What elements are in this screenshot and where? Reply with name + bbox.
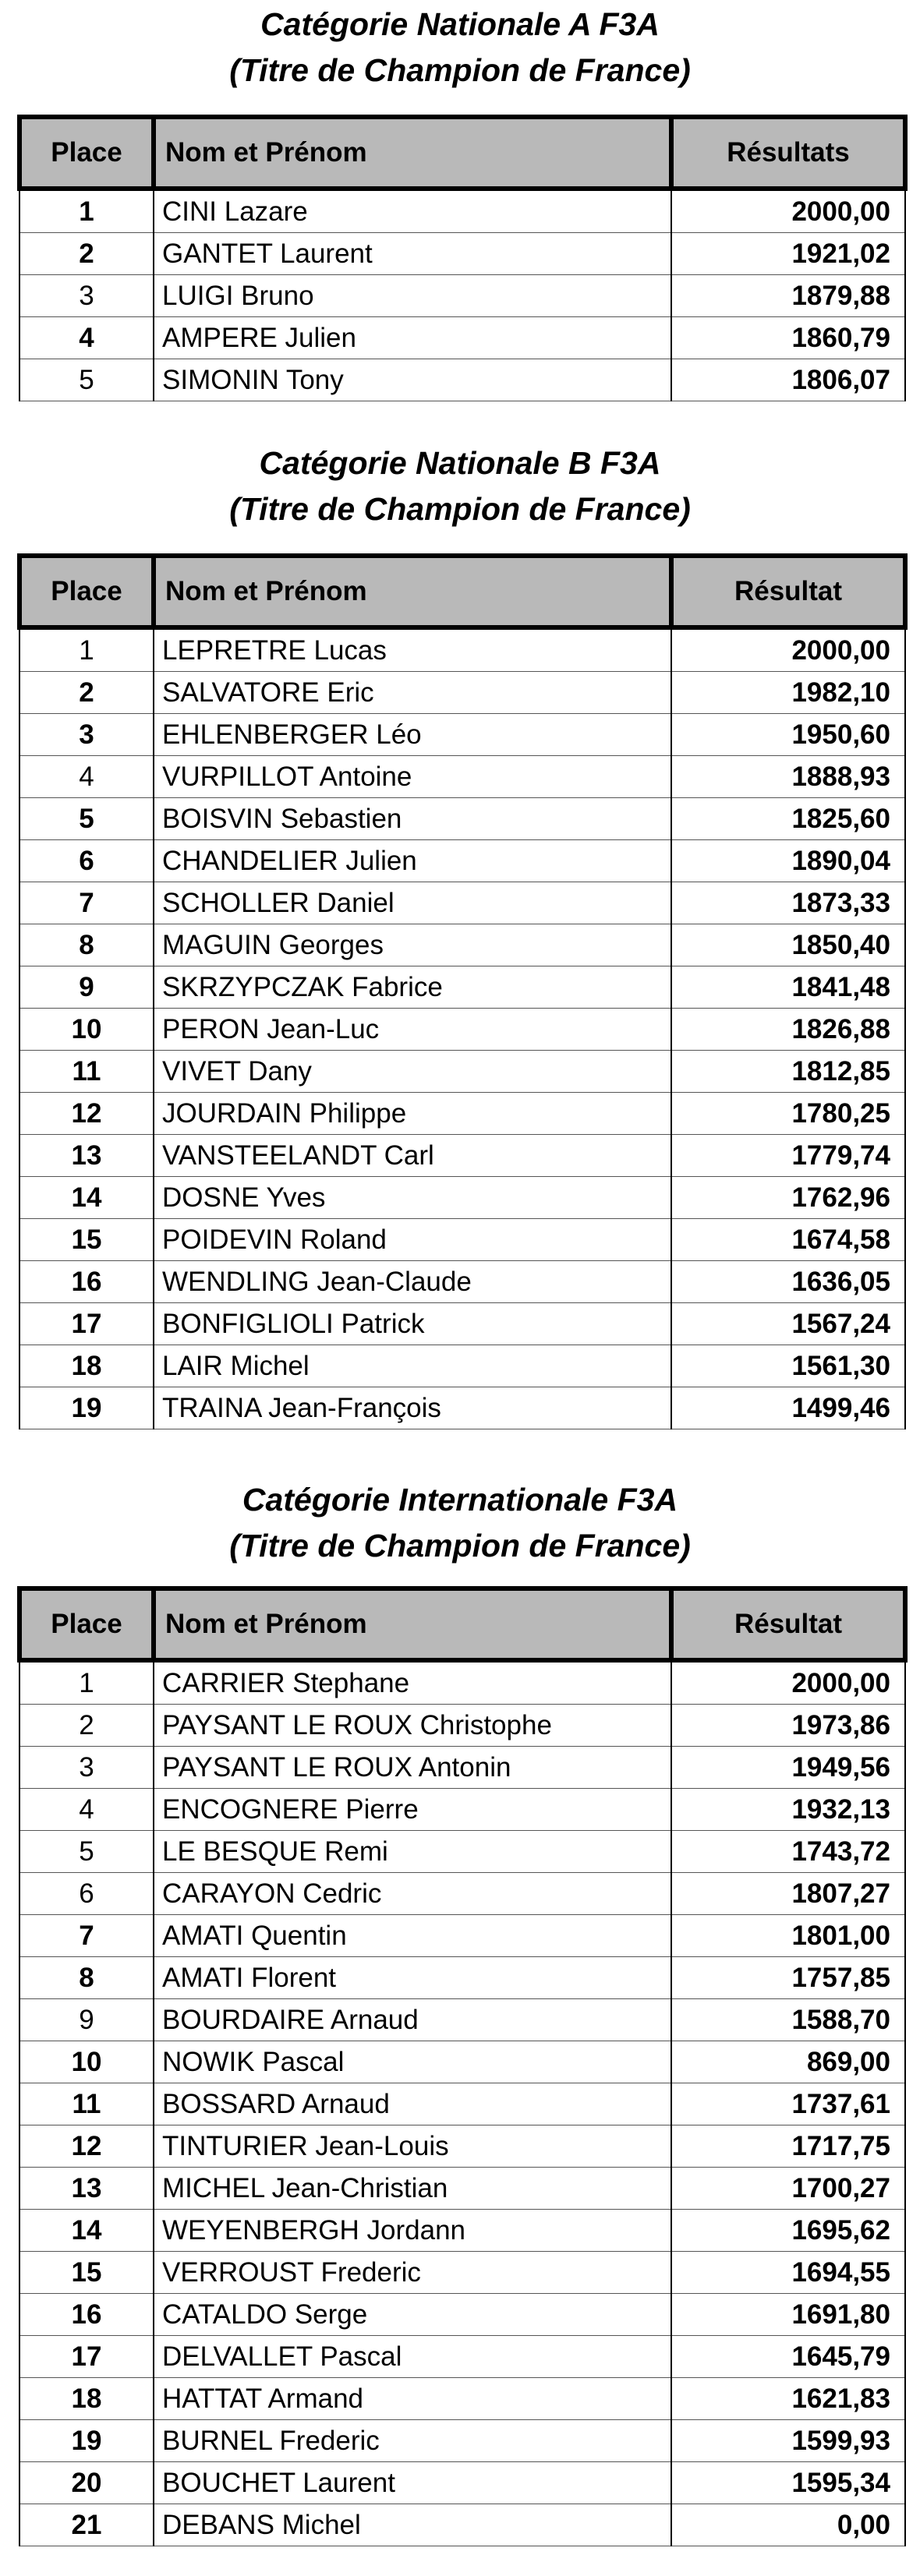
name-cell: LUIGI Bruno <box>154 275 671 317</box>
place-cell: 8 <box>19 924 154 966</box>
header-row <box>19 556 905 627</box>
result-cell: 2000,00 <box>671 189 905 233</box>
place-cell: 9 <box>19 966 154 1009</box>
name-cell: CATALDO Serge <box>154 2294 671 2336</box>
section-title-line2: (Titre de Champion de France) <box>229 1528 691 1564</box>
name-cell: VERROUST Frederic <box>154 2252 671 2294</box>
place-cell: 12 <box>19 1093 154 1135</box>
place-cell: 5 <box>19 798 154 840</box>
place-cell: 20 <box>19 2462 154 2504</box>
table-row <box>19 1999 905 2041</box>
result-cell: 1595,34 <box>671 2462 905 2504</box>
result-cell: 1695,62 <box>671 2210 905 2252</box>
result-cell: 1780,25 <box>671 1093 905 1135</box>
place-cell: 5 <box>19 1831 154 1873</box>
table-row <box>19 1261 905 1303</box>
place-cell: 16 <box>19 1261 154 1303</box>
name-cell: SALVATORE Eric <box>154 672 671 714</box>
place-cell: 4 <box>19 317 154 359</box>
header-row <box>19 1588 905 1660</box>
table-body <box>19 1660 905 2546</box>
result-cell: 1860,79 <box>671 317 905 359</box>
name-cell: GANTET Laurent <box>154 233 671 275</box>
name-cell: CHANDELIER Julien <box>154 840 671 882</box>
result-cell: 1890,04 <box>671 840 905 882</box>
place-cell: 10 <box>19 1009 154 1051</box>
table-row <box>19 2378 905 2420</box>
header-place: Place <box>19 1588 154 1660</box>
result-cell: 1779,74 <box>671 1135 905 1177</box>
header-result: Résultat <box>671 556 905 627</box>
result-cell: 1691,80 <box>671 2294 905 2336</box>
place-cell: 1 <box>19 189 154 233</box>
section-title-line2: (Titre de Champion de France) <box>229 491 691 527</box>
table-row <box>19 924 905 966</box>
result-cell: 1700,27 <box>671 2168 905 2210</box>
table-body <box>19 627 905 1429</box>
name-cell: MICHEL Jean-Christian <box>154 2168 671 2210</box>
name-cell: POIDEVIN Roland <box>154 1219 671 1261</box>
table-row <box>19 2210 905 2252</box>
place-cell: 18 <box>19 1345 154 1387</box>
section-title-line1: Catégorie Nationale A F3A <box>260 6 660 42</box>
name-cell: PERON Jean-Luc <box>154 1009 671 1051</box>
place-cell: 14 <box>19 2210 154 2252</box>
result-cell: 1973,86 <box>671 1705 905 1747</box>
result-cell: 1921,02 <box>671 233 905 275</box>
result-cell: 2000,00 <box>671 1660 905 1705</box>
name-cell: CINI Lazare <box>154 189 671 233</box>
result-cell: 1737,61 <box>671 2083 905 2125</box>
place-cell: 12 <box>19 2125 154 2168</box>
place-cell: 3 <box>19 275 154 317</box>
place-cell: 11 <box>19 2083 154 2125</box>
name-cell: JOURDAIN Philippe <box>154 1093 671 1135</box>
place-cell: 19 <box>19 1387 154 1429</box>
place-cell: 15 <box>19 1219 154 1261</box>
place-cell: 9 <box>19 1999 154 2041</box>
place-cell: 15 <box>19 2252 154 2294</box>
result-cell: 1841,48 <box>671 966 905 1009</box>
name-cell: TINTURIER Jean-Louis <box>154 2125 671 2168</box>
name-cell: BOUCHET Laurent <box>154 2462 671 2504</box>
table-row <box>19 2168 905 2210</box>
place-cell: 17 <box>19 2336 154 2378</box>
name-cell: VANSTEELANDT Carl <box>154 1135 671 1177</box>
table-row <box>19 1873 905 1915</box>
header-result: Résultat <box>671 1588 905 1660</box>
table-row <box>19 2252 905 2294</box>
result-cell: 1674,58 <box>671 1219 905 1261</box>
table-row <box>19 1345 905 1387</box>
name-cell: BONFIGLIOLI Patrick <box>154 1303 671 1345</box>
table-row <box>19 2294 905 2336</box>
place-cell: 3 <box>19 1747 154 1789</box>
place-cell: 7 <box>19 1915 154 1957</box>
result-cell: 1561,30 <box>671 1345 905 1387</box>
place-cell: 4 <box>19 756 154 798</box>
header-name: Nom et Prénom <box>154 117 671 189</box>
result-cell: 2000,00 <box>671 627 905 672</box>
table-row <box>19 1915 905 1957</box>
result-cell: 1694,55 <box>671 2252 905 2294</box>
name-cell: MAGUIN Georges <box>154 924 671 966</box>
table-row <box>19 2125 905 2168</box>
name-cell: DEBANS Michel <box>154 2504 671 2546</box>
result-cell: 1567,24 <box>671 1303 905 1345</box>
table-row <box>19 1303 905 1345</box>
place-cell: 13 <box>19 2168 154 2210</box>
result-cell: 0,00 <box>671 2504 905 2546</box>
table-row <box>19 233 905 275</box>
place-cell: 14 <box>19 1177 154 1219</box>
place-cell: 16 <box>19 2294 154 2336</box>
table-row <box>19 1660 905 1705</box>
table-row <box>19 627 905 672</box>
result-cell: 1850,40 <box>671 924 905 966</box>
result-cell: 1717,75 <box>671 2125 905 2168</box>
result-cell: 1873,33 <box>671 882 905 924</box>
place-cell: 11 <box>19 1051 154 1093</box>
result-cell: 1636,05 <box>671 1261 905 1303</box>
table-row <box>19 1789 905 1831</box>
table-row <box>19 1093 905 1135</box>
results-table <box>17 115 908 401</box>
name-cell: WEYENBERGH Jordann <box>154 2210 671 2252</box>
result-cell: 1825,60 <box>671 798 905 840</box>
table-row <box>19 1747 905 1789</box>
result-cell: 1762,96 <box>671 1177 905 1219</box>
result-cell: 1588,70 <box>671 1999 905 2041</box>
result-cell: 1757,85 <box>671 1957 905 1999</box>
table-row <box>19 1219 905 1261</box>
name-cell: DELVALLET Pascal <box>154 2336 671 2378</box>
name-cell: LAIR Michel <box>154 1345 671 1387</box>
place-cell: 4 <box>19 1789 154 1831</box>
place-cell: 8 <box>19 1957 154 1999</box>
table-row <box>19 714 905 756</box>
table-row <box>19 1705 905 1747</box>
name-cell: AMATI Florent <box>154 1957 671 1999</box>
header-row <box>19 117 905 189</box>
name-cell: TRAINA Jean-François <box>154 1387 671 1429</box>
name-cell: BOISVIN Sebastien <box>154 798 671 840</box>
place-cell: 1 <box>19 627 154 672</box>
table-row <box>19 2041 905 2083</box>
result-cell: 1621,83 <box>671 2378 905 2420</box>
section-title <box>0 2 920 94</box>
place-cell: 3 <box>19 714 154 756</box>
table-row <box>19 1177 905 1219</box>
section-internationale <box>0 1477 920 2540</box>
result-cell: 1826,88 <box>671 1009 905 1051</box>
result-cell: 1982,10 <box>671 672 905 714</box>
result-cell: 869,00 <box>671 2041 905 2083</box>
table-row <box>19 1009 905 1051</box>
place-cell: 13 <box>19 1135 154 1177</box>
table-row <box>19 2336 905 2378</box>
table-row <box>19 1831 905 1873</box>
section-title-line1: Catégorie Internationale F3A <box>242 1482 678 1518</box>
table-row <box>19 189 905 233</box>
name-cell: AMPERE Julien <box>154 317 671 359</box>
section-title <box>0 440 920 532</box>
table-row <box>19 2420 905 2462</box>
result-cell: 1743,72 <box>671 1831 905 1873</box>
result-cell: 1807,27 <box>671 1873 905 1915</box>
name-cell: SIMONIN Tony <box>154 359 671 401</box>
table-row <box>19 2462 905 2504</box>
result-cell: 1801,00 <box>671 1915 905 1957</box>
result-cell: 1812,85 <box>671 1051 905 1093</box>
result-cell: 1932,13 <box>671 1789 905 1831</box>
section-nationale-b <box>0 440 920 1423</box>
header-name: Nom et Prénom <box>154 556 671 627</box>
place-cell: 18 <box>19 2378 154 2420</box>
name-cell: CARRIER Stephane <box>154 1660 671 1705</box>
table-row <box>19 882 905 924</box>
place-cell: 10 <box>19 2041 154 2083</box>
result-cell: 1888,93 <box>671 756 905 798</box>
table-row <box>19 756 905 798</box>
result-cell: 1645,79 <box>671 2336 905 2378</box>
name-cell: SCHOLLER Daniel <box>154 882 671 924</box>
header-result: Résultats <box>671 117 905 189</box>
name-cell: BURNEL Frederic <box>154 2420 671 2462</box>
table-row <box>19 840 905 882</box>
place-cell: 17 <box>19 1303 154 1345</box>
table-body <box>19 189 905 401</box>
table-row <box>19 966 905 1009</box>
place-cell: 2 <box>19 672 154 714</box>
name-cell: SKRZYPCZAK Fabrice <box>154 966 671 1009</box>
place-cell: 6 <box>19 840 154 882</box>
header-place: Place <box>19 117 154 189</box>
table-row <box>19 275 905 317</box>
name-cell: BOSSARD Arnaud <box>154 2083 671 2125</box>
place-cell: 2 <box>19 233 154 275</box>
place-cell: 19 <box>19 2420 154 2462</box>
name-cell: CARAYON Cedric <box>154 1873 671 1915</box>
table-row <box>19 1135 905 1177</box>
table-row <box>19 359 905 401</box>
result-cell: 1599,93 <box>671 2420 905 2462</box>
section-title <box>0 1477 920 1569</box>
results-table <box>17 553 908 1429</box>
result-cell: 1499,46 <box>671 1387 905 1429</box>
name-cell: NOWIK Pascal <box>154 2041 671 2083</box>
name-cell: PAYSANT LE ROUX Christophe <box>154 1705 671 1747</box>
table-row <box>19 2083 905 2125</box>
name-cell: ENCOGNERE Pierre <box>154 1789 671 1831</box>
name-cell: BOURDAIRE Arnaud <box>154 1999 671 2041</box>
header-name: Nom et Prénom <box>154 1588 671 1660</box>
name-cell: EHLENBERGER Léo <box>154 714 671 756</box>
name-cell: WENDLING Jean-Claude <box>154 1261 671 1303</box>
table-row <box>19 1051 905 1093</box>
place-cell: 2 <box>19 1705 154 1747</box>
name-cell: AMATI Quentin <box>154 1915 671 1957</box>
table-row <box>19 2504 905 2546</box>
name-cell: DOSNE Yves <box>154 1177 671 1219</box>
name-cell: VURPILLOT Antoine <box>154 756 671 798</box>
place-cell: 5 <box>19 359 154 401</box>
place-cell: 1 <box>19 1660 154 1705</box>
header-place: Place <box>19 556 154 627</box>
table-row <box>19 798 905 840</box>
place-cell: 6 <box>19 1873 154 1915</box>
name-cell: VIVET Dany <box>154 1051 671 1093</box>
name-cell: PAYSANT LE ROUX Antonin <box>154 1747 671 1789</box>
name-cell: HATTAT Armand <box>154 2378 671 2420</box>
section-nationale-a <box>0 2 920 395</box>
place-cell: 21 <box>19 2504 154 2546</box>
place-cell: 7 <box>19 882 154 924</box>
results-table <box>17 1586 908 2546</box>
result-cell: 1949,56 <box>671 1747 905 1789</box>
name-cell: LE BESQUE Remi <box>154 1831 671 1873</box>
result-cell: 1879,88 <box>671 275 905 317</box>
name-cell: LEPRETRE Lucas <box>154 627 671 672</box>
section-title-line1: Catégorie Nationale B F3A <box>259 445 661 481</box>
table-row <box>19 1957 905 1999</box>
table-row <box>19 672 905 714</box>
result-cell: 1950,60 <box>671 714 905 756</box>
table-row <box>19 317 905 359</box>
table-row <box>19 1387 905 1429</box>
section-title-line2: (Titre de Champion de France) <box>229 52 691 88</box>
result-cell: 1806,07 <box>671 359 905 401</box>
